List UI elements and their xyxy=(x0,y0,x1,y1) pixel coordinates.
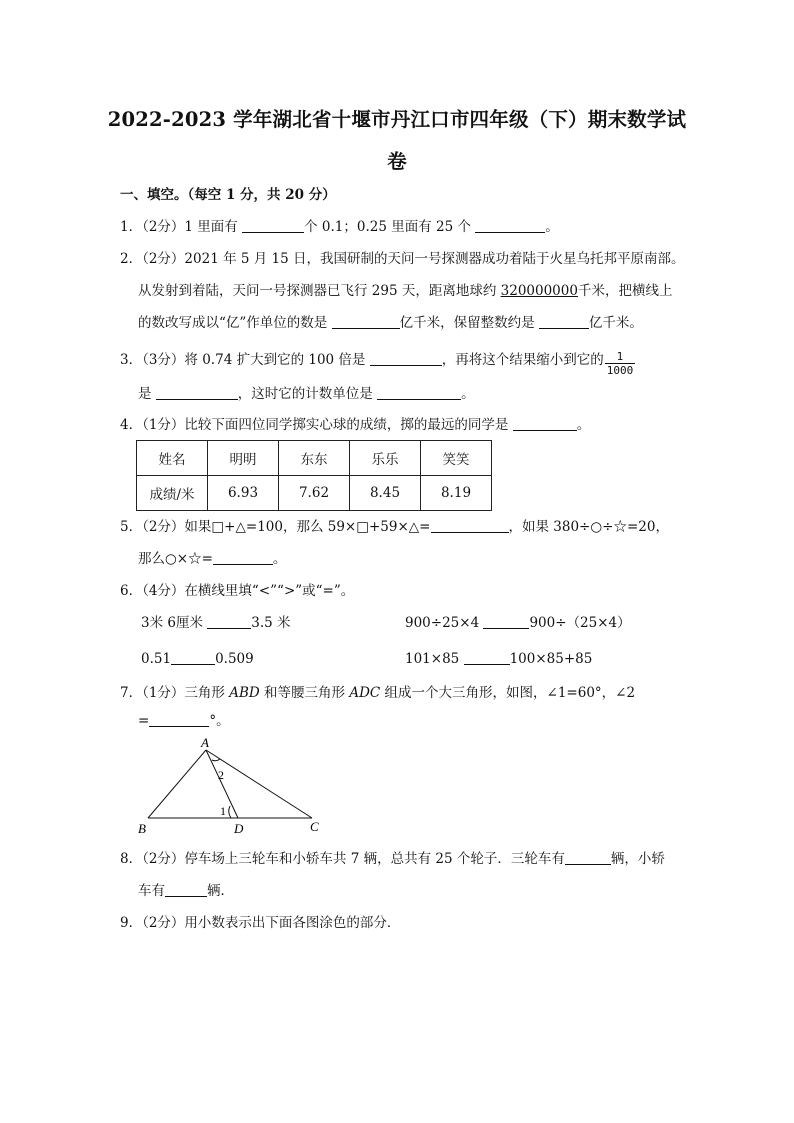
answer-blank xyxy=(213,550,273,565)
question-7-line1: 7．（1分）三角形 ABD 和等腰三角形 ADC 组成一个大三角形，如图，∠1=60°，∠2 xyxy=(120,685,636,701)
answer-blank xyxy=(156,385,238,400)
label-b: B xyxy=(138,821,146,836)
table-cell: 明明 xyxy=(208,441,279,476)
answer-blank xyxy=(171,650,215,665)
answer-blank xyxy=(539,314,589,329)
answer-blank xyxy=(483,614,529,629)
answer-blank xyxy=(431,518,509,533)
question-6: 6．（4分）在横线里填“<”“>”或“=”。 xyxy=(120,583,355,599)
exam-title-line1: 2022-2023 学年湖北省十堰市丹江口市四年级（下）期末数学试 xyxy=(107,108,687,131)
table-cell: 姓名 xyxy=(137,441,208,476)
question-8-line1: 8．（2分）停车场上三轮车和小轿车共 7 辆，总共有 25 个轮子．三轮车有 辆，小轿 xyxy=(120,851,665,867)
triangle-diagram xyxy=(130,738,330,838)
question-5-line2: 那么○×☆= 。 xyxy=(138,551,287,567)
table-cell: 成绩/米 xyxy=(137,476,208,511)
edge-ab xyxy=(148,750,206,818)
question-2-line1: 2．（2分）2021 年 5 月 15 日，我国研制的天问一号探测器成功着陆于火星乌托邦平原南部。 xyxy=(120,251,685,267)
exam-title-line2: 卷 xyxy=(387,150,407,173)
label-angle-1: 1 xyxy=(220,804,226,818)
question-4: 4．（1分）比较下面四位同学掷实心球的成绩，掷的最远的同学是 。 xyxy=(120,417,591,433)
question-8-line2: 车有 辆． xyxy=(138,883,234,899)
question-5-line1: 5．（2分）如果□+△=100，那么 59×□+59×△= ，如果 380÷○÷☆=20， xyxy=(120,519,669,535)
answer-blank xyxy=(207,614,251,629)
answer-blank xyxy=(513,416,577,431)
answer-blank xyxy=(377,385,461,400)
table-row xyxy=(137,441,492,476)
table-cell: 8.19 xyxy=(421,476,492,511)
table-cell: 8.45 xyxy=(350,476,421,511)
answer-blank xyxy=(332,314,400,329)
answer-blank xyxy=(464,650,510,665)
answer-blank xyxy=(242,218,304,233)
table-cell: 东东 xyxy=(279,441,350,476)
table-cell: 乐乐 xyxy=(350,441,421,476)
compare-item: 3米 6厘米 3.5 米 xyxy=(141,615,291,631)
question-2-line2: 从发射到着陆，天问一号探测器已飞行 295 天，距离地球约 320000000千米，把横线上 xyxy=(138,283,673,299)
label-angle-2: 2 xyxy=(218,768,224,782)
answer-blank xyxy=(149,712,209,727)
answer-blank xyxy=(475,218,545,233)
answer-blank xyxy=(370,351,442,366)
answer-blank xyxy=(165,882,207,897)
label-a: A xyxy=(201,738,209,750)
score-table xyxy=(136,440,492,511)
label-d: D xyxy=(234,821,244,836)
compare-item: 101×85 100×85+85 xyxy=(405,651,593,667)
answer-blank xyxy=(565,850,611,865)
table-cell: 6.93 xyxy=(208,476,279,511)
question-9: 9．（2分）用小数表示出下面各图涂色的部分． xyxy=(120,915,401,931)
compare-item: 0.51 0.509 xyxy=(141,651,254,667)
fraction: $\frac{1}{1000}$ xyxy=(606,350,634,377)
angle-1-arc xyxy=(229,806,231,818)
angle-2-arc xyxy=(212,759,220,761)
table-row xyxy=(137,476,492,511)
table-cell: 笑笑 xyxy=(421,441,492,476)
question-7-line2: = °。 xyxy=(138,713,230,729)
label-c: C xyxy=(310,819,319,834)
question-3-line2: 是 ，这时它的计数单位是 。 xyxy=(138,386,475,402)
compare-item: 900÷25×4 900÷（25×4） xyxy=(405,615,631,631)
question-1: 1．（2分）1 里面有 个 0.1；0.25 里面有 25 个 。 xyxy=(120,219,559,235)
section-heading: 一、填空。（每空 1 分，共 20 分） xyxy=(120,187,336,203)
table-cell: 7.62 xyxy=(279,476,350,511)
question-3-line1: 3．（3分）将 0.74 扩大到它的 100 倍是 ，再将这个结果缩小到它的 $\frac{1}{1000}$ xyxy=(120,350,634,377)
question-2-line3: 的数改写成以“亿”作单位的数是 亿千米，保留整数约是 亿千米。 xyxy=(138,315,643,331)
